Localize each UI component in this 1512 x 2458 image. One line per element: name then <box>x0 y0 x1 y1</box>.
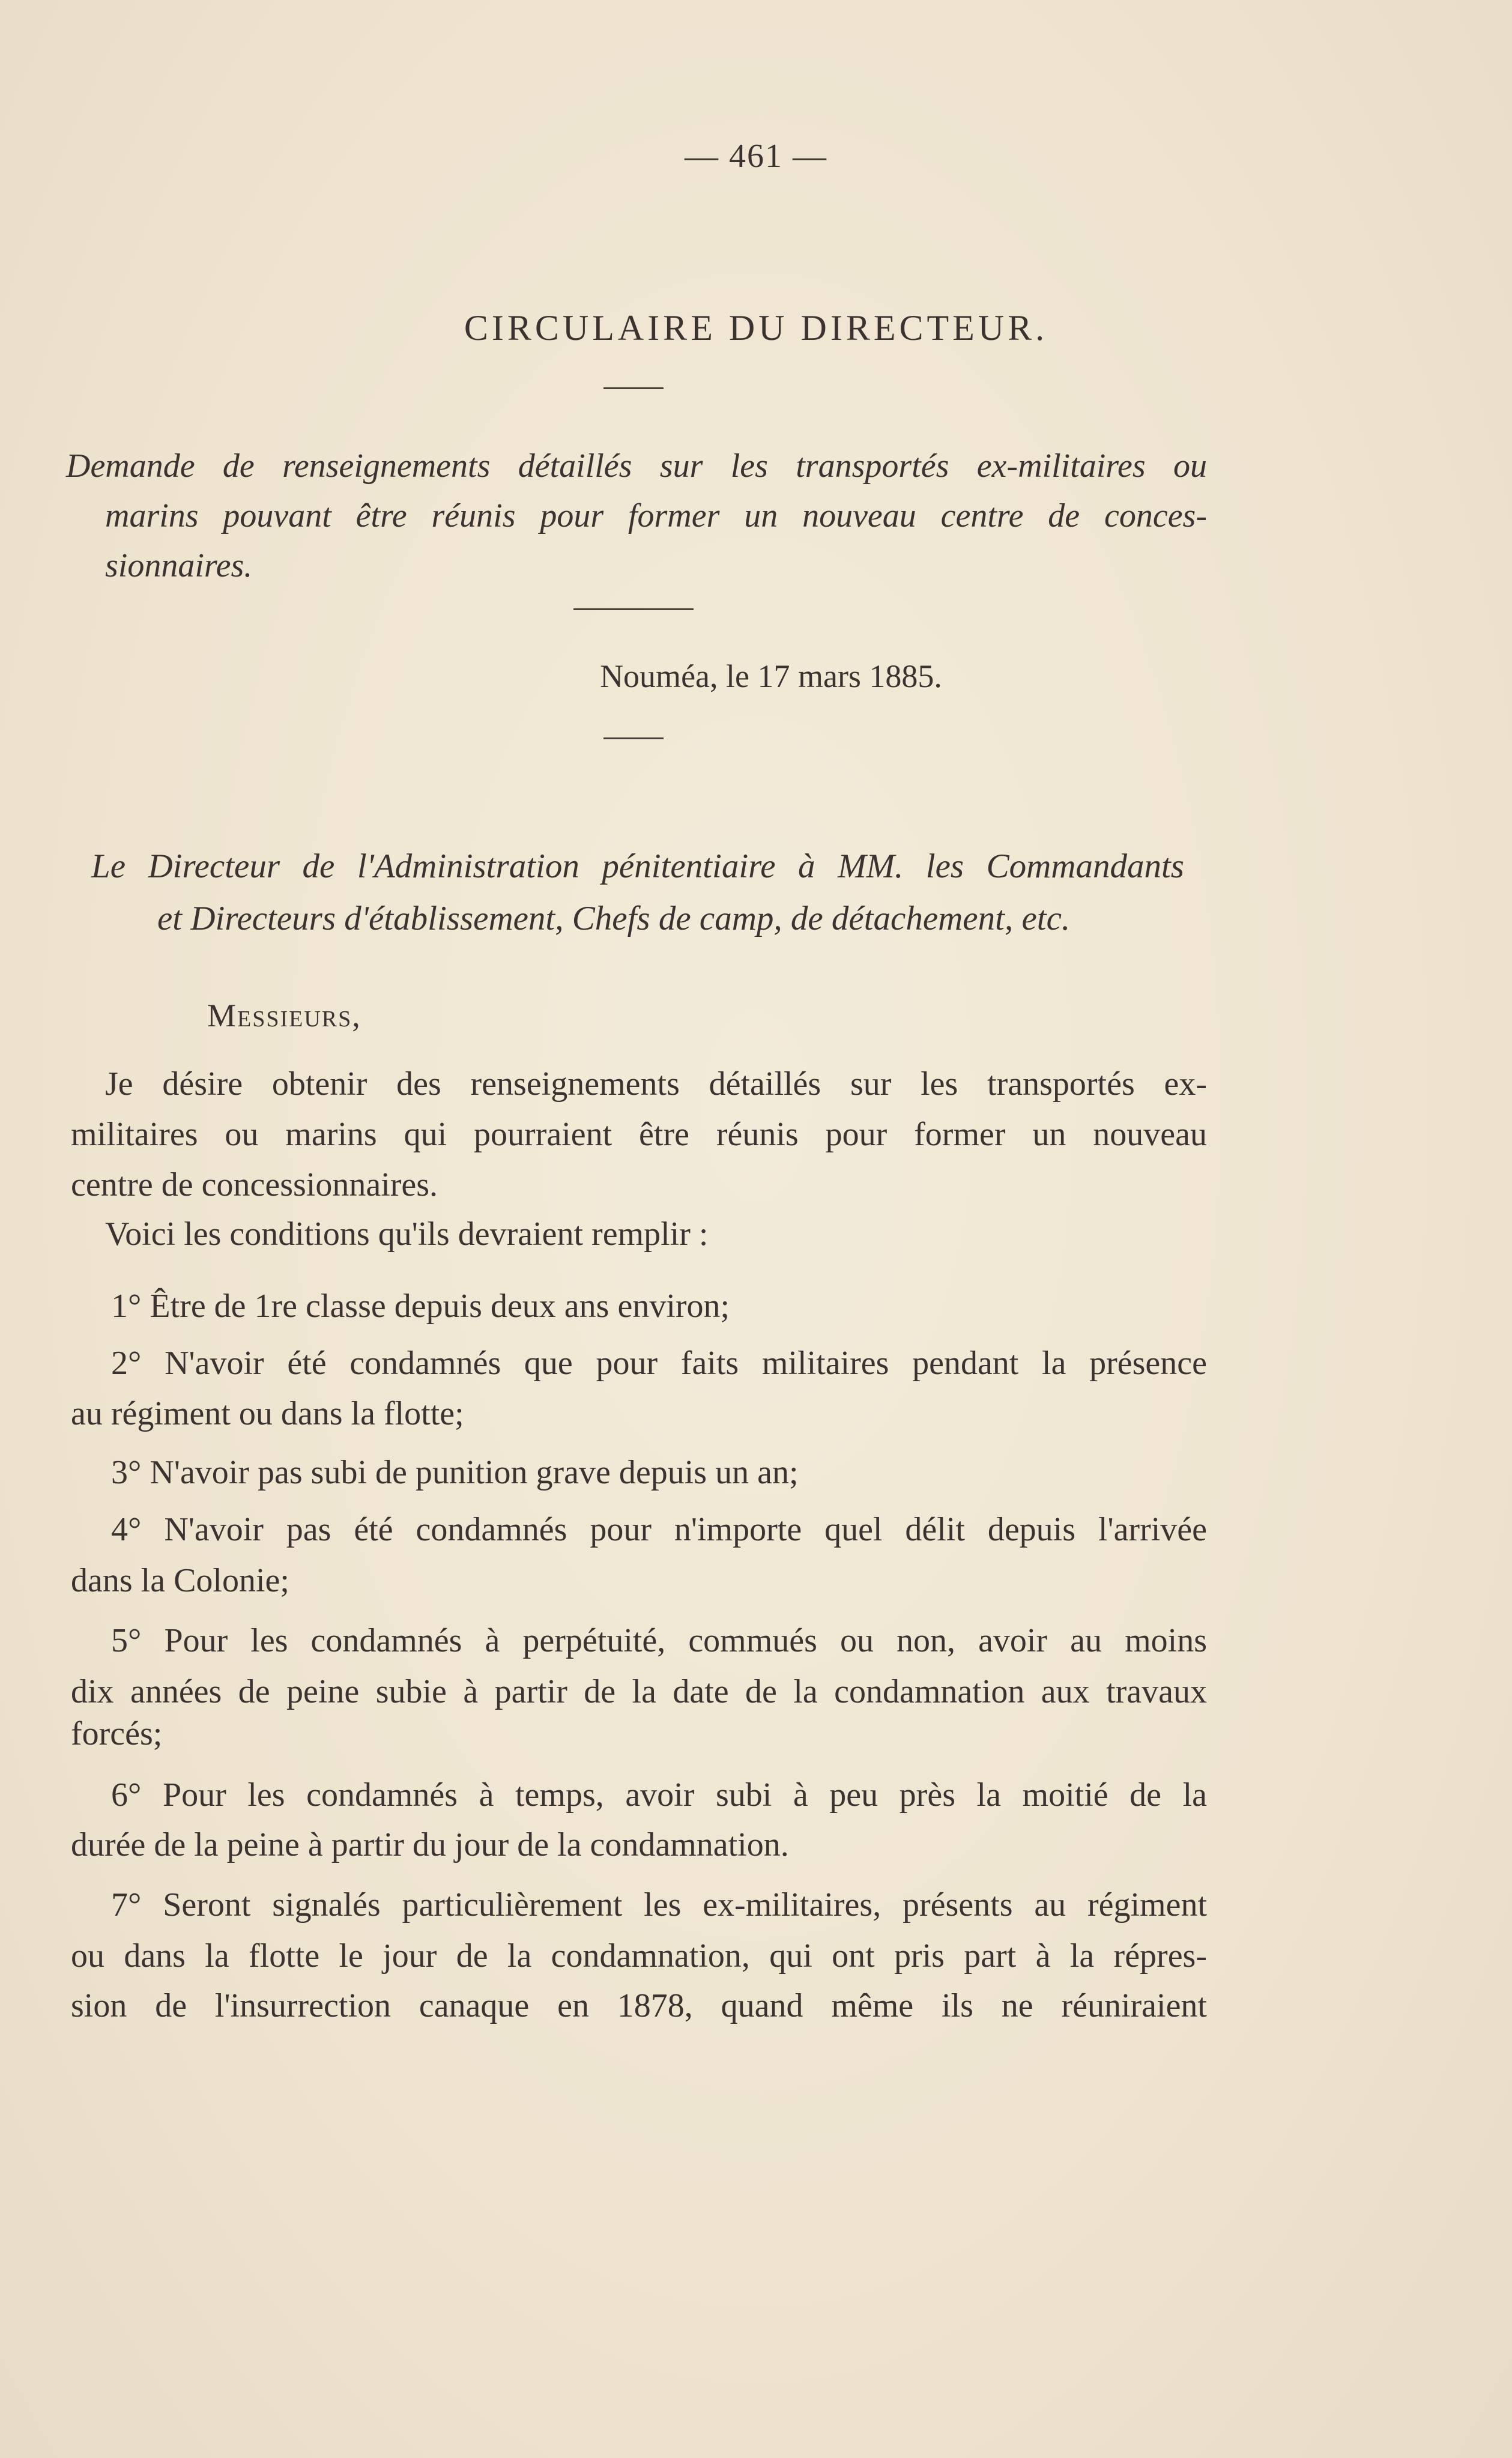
dateline-divider <box>603 737 664 739</box>
condition-text: Pour les condamnés à perpétuité, commués ou non, avoir au moins <box>164 1622 1207 1659</box>
dateline: Nouméa, le 17 mars 1885. <box>600 658 942 694</box>
condition-number: 5° <box>111 1622 142 1659</box>
salutation: Messieurs, <box>207 997 361 1034</box>
intro-line-3: centre de concessionnaires. <box>71 1166 438 1203</box>
subject-divider <box>573 608 694 610</box>
circular-title: CIRCULAIRE DU DIRECTEUR. <box>464 308 1048 348</box>
condition-item-5-line-3: forcés; <box>71 1715 163 1752</box>
subject-line-3: sionnaires. <box>105 547 253 584</box>
condition-item-3 <box>111 1453 1252 1492</box>
condition-item-2-line-1 <box>111 1344 1207 1382</box>
condition-number: 3° <box>111 1454 142 1491</box>
condition-number: 1° <box>111 1288 142 1325</box>
intro-line-1: Je désire obtenir des renseignements détaillés sur les transportés ex- <box>105 1065 1207 1103</box>
condition-text: Pour les condamnés à temps, avoir subi à peu près la moitié de la <box>162 1776 1208 1814</box>
subject-line-1: Demande de renseignements détaillés sur les transportés ex-militaires ou <box>66 447 1207 485</box>
condition-text: N'avoir pas subi de punition grave depuis un an; <box>150 1454 799 1491</box>
page-number: — 461 — <box>685 138 827 175</box>
condition-text: N'avoir pas été condamnés pour n'importe quel délit depuis l'arrivée <box>164 1511 1207 1548</box>
condition-item-6-line-2: durée de la peine à partir du jour de la condamnation. <box>71 1826 789 1863</box>
address-line-2: et Directeurs d'établissement, Chefs de camp, de détachement, etc. <box>157 900 1071 937</box>
conditions-intro: Voici les conditions qu'ils devraient remplir : <box>105 1215 709 1253</box>
intro-line-2: militaires ou marins qui pourraient être réunis pour former un nouveau <box>71 1116 1207 1153</box>
address-line-1: Le Directeur de l'Administration pénitentiaire à MM. les Commandants <box>91 847 1184 885</box>
title-divider <box>603 387 664 389</box>
subject-line-2: marins pouvant être réunis pour former un nouveau centre de conces- <box>105 497 1207 534</box>
condition-item-5-line-1 <box>111 1621 1207 1660</box>
condition-item-4-line-1 <box>111 1510 1207 1549</box>
condition-text: Seront signalés particulièrement les ex-militaires, présents au régiment <box>163 1886 1208 1924</box>
condition-item-4-line-2: dans la Colonie; <box>71 1562 289 1599</box>
condition-item-7-line-3: sion de l'insurrection canaque en 1878, quand même ils ne réuniraient <box>71 1987 1207 2024</box>
condition-item-1 <box>111 1287 1252 1325</box>
condition-item-6-line-1 <box>111 1776 1207 1814</box>
condition-item-7-line-2: ou dans la flotte le jour de la condamnation, qui ont pris part à la répres- <box>71 1937 1207 1975</box>
condition-item-2-line-2: au régiment ou dans la flotte; <box>71 1395 464 1432</box>
condition-number: 6° <box>111 1776 142 1814</box>
condition-text: N'avoir été condamnés que pour faits militaires pendant la présence <box>165 1345 1208 1382</box>
condition-item-5-line-2: dix années de peine subie à partir de la date de la condamnation aux travaux <box>71 1673 1207 1710</box>
condition-number: 2° <box>111 1345 142 1382</box>
condition-text: Être de 1re classe depuis deux ans environ; <box>150 1288 730 1325</box>
condition-item-7-line-1 <box>111 1886 1207 1924</box>
condition-number: 7° <box>111 1886 142 1924</box>
condition-number: 4° <box>111 1511 142 1548</box>
